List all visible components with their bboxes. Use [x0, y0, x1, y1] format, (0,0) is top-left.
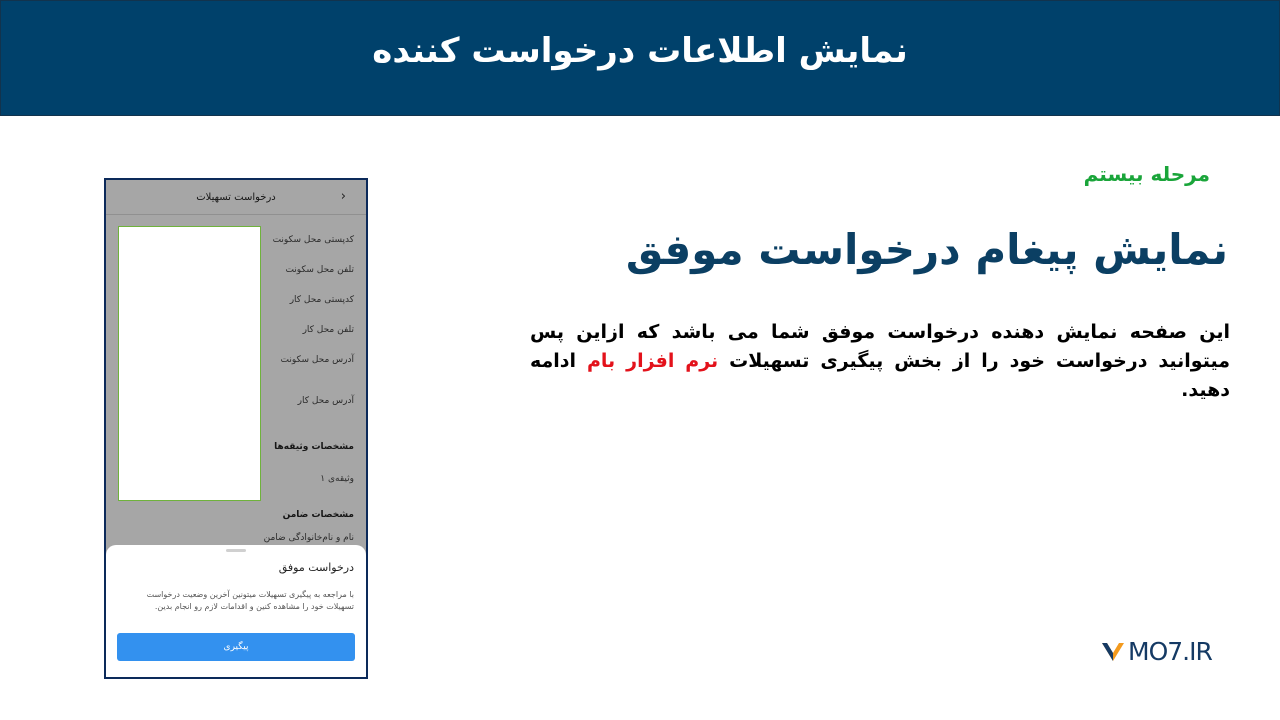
guarantor-section-title: مشخصات ضامن: [282, 510, 354, 520]
sheet-title: درخواست موفق: [278, 561, 354, 574]
logo-mark-icon: [1102, 639, 1124, 663]
form-field-label[interactable]: تلفن محل کار: [302, 325, 354, 335]
documents-section-title: مشخصات وثیقه‌ها: [274, 442, 354, 452]
phone-screen: [106, 180, 366, 677]
header-banner: [0, 0, 1280, 116]
guarantor-name-field[interactable]: نام و نام‌خانوادگی ضامن: [263, 533, 354, 543]
document-item[interactable]: وثیقه‌ی ۱: [320, 474, 354, 484]
sheet-message: با مراجعه به پیگیری تسهیلات میتونین آخرین وضعیت درخواست تسهیلات خود را مشاهده کنین و اقدامات لازم رو انجام بدین.: [146, 590, 354, 611]
form-field-label[interactable]: آدرس محل سکونت: [280, 355, 354, 365]
main-heading: نمایش پیغام درخواست موفق: [625, 225, 1228, 274]
phone-mockup: [104, 178, 368, 679]
brand-logo: [1102, 638, 1212, 664]
overlay-card: [118, 226, 261, 501]
description-after: ادامه دهید.: [530, 350, 1230, 401]
form-field-label[interactable]: کدپستی محل کار: [289, 295, 354, 305]
sheet-handle[interactable]: [226, 549, 246, 552]
description-before: این صفحه نمایش دهنده درخواست موفق شما می باشد که ازاین پس میتوانید درخواست خود را از بخش پیگیری تسهیلات: [530, 321, 1230, 372]
track-button[interactable]: پیگیری: [117, 633, 355, 661]
back-chevron-icon[interactable]: ‹: [340, 189, 346, 204]
app-bar-title: درخواست تسهیلات: [196, 191, 276, 203]
form-field-label[interactable]: کدپستی محل سکونت: [272, 235, 354, 245]
success-bottom-sheet: [106, 545, 366, 677]
form-field-label[interactable]: تلفن محل سکونت: [285, 265, 354, 275]
description-text: [530, 318, 1230, 405]
form-field-label[interactable]: آدرس محل کار: [297, 396, 354, 406]
stage-label: مرحله بیستم: [1083, 162, 1210, 186]
description-highlight: نرم افزار بام: [587, 350, 719, 372]
header-title: نمایش اطلاعات درخواست کننده: [372, 31, 908, 71]
logo-text: MO7.IR: [1128, 636, 1212, 666]
